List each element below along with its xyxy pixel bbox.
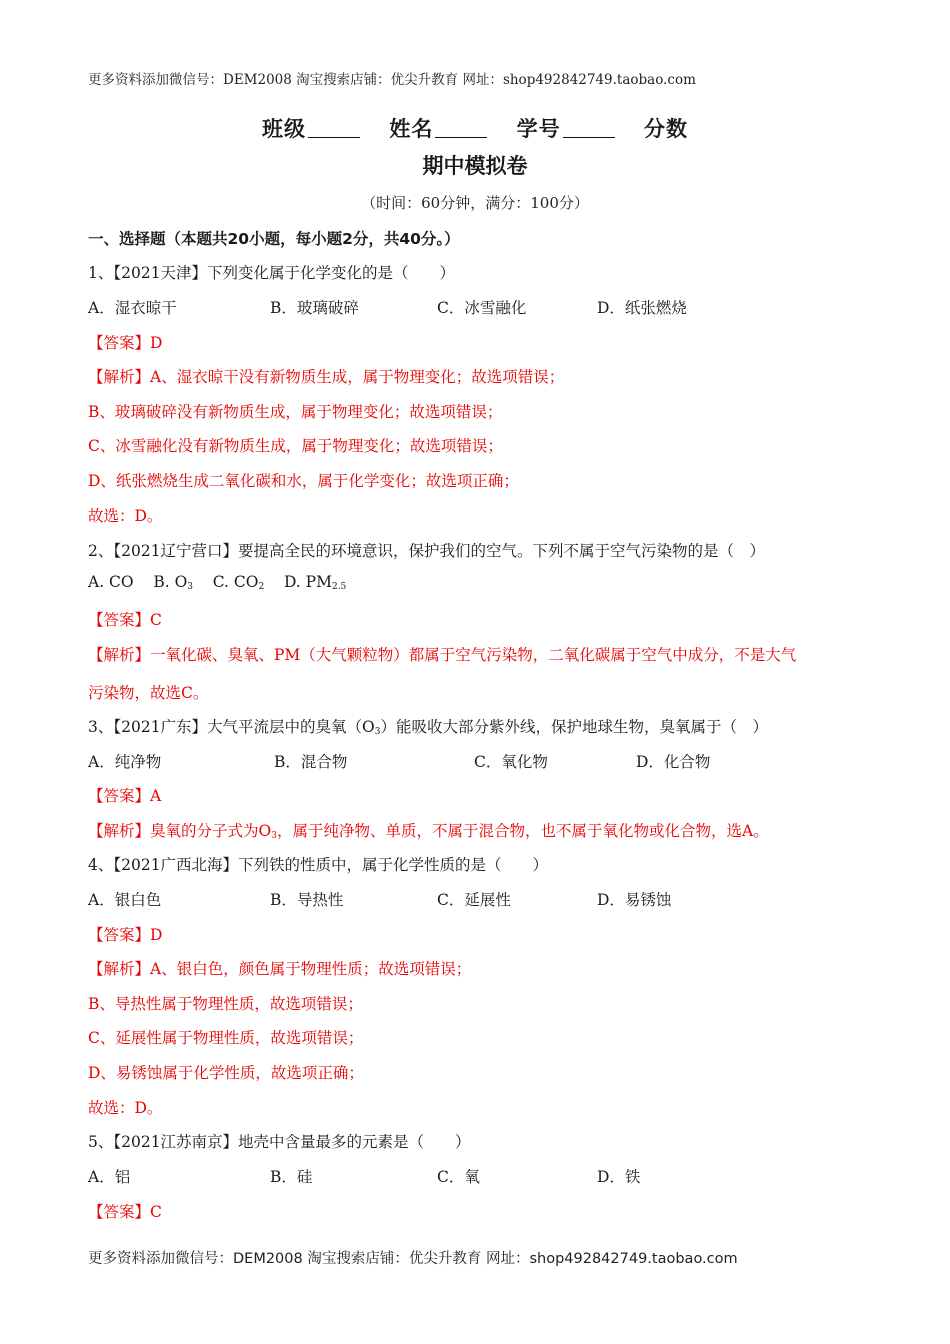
q2-answer: 【答案】C (88, 611, 162, 629)
q4-option-d: D．易锈蚀 (597, 891, 672, 909)
q3-option-d: D．化合物 (636, 753, 711, 771)
q2-analysis-line: 【解析】一氧化碳、臭氧、PM（大气颗粒物）都属于空气污染物，二氧化碳属于空气中成分，不是大气 (88, 646, 797, 664)
q1-answer: 【答案】D (88, 334, 163, 352)
name-label: 姓名 (389, 117, 434, 141)
q4-analysis-line: B、导热性属于物理性质，故选项错误； (88, 995, 363, 1013)
student-id-label: 学号 (516, 117, 561, 141)
q3-option-a: A．纯净物 (88, 753, 162, 771)
q5-option-d: D．铁 (597, 1168, 641, 1186)
q4-option-a: A．银白色 (88, 891, 162, 909)
q2-option-c: C. $CO_2$ (212, 573, 265, 592)
q2-option-d: D. $PM_{2.5}$ (283, 573, 347, 592)
score-label: 分数 (643, 117, 688, 141)
q3-answer: 【答案】A (88, 787, 162, 805)
q4-option-c: C．延展性 (437, 891, 511, 909)
q1-analysis-line: D、纸张燃烧生成二氧化碳和水，属于化学变化；故选项正确； (88, 472, 519, 490)
question-1-stem: 1、【2021天津】下列变化属于化学变化的是（ ） (88, 264, 456, 282)
q5-option-c: C．氧 (437, 1168, 480, 1186)
q1-option-d: D．纸张燃烧 (597, 299, 687, 317)
q2-option-a: A. CO (88, 573, 134, 591)
section-heading: 一、选择题（本题共20小题，每小题2分，共40分。） (88, 230, 460, 248)
q4-analysis-line: 【解析】A、银白色，颜色属于物理性质；故选项错误； (88, 960, 472, 978)
q4-option-b: B．导热性 (270, 891, 344, 909)
page-footer: 更多资料添加微信号：DEM2008 淘宝搜索店铺：优尖升教育 网址：shop492842749.taobao.com (88, 1251, 738, 1267)
q1-analysis-line: 【解析】A、湿衣晾干没有新物质生成，属于物理变化；故选项错误； (88, 368, 565, 386)
student-info-row (0, 113, 950, 143)
question-3-stem: 3、【2021广东】大气平流层中的臭氧$(O_3)$能吸收大部分紫外线，保护地球生物，臭氧属于（ ） (88, 718, 769, 737)
exam-title: 期中模拟卷 (422, 154, 528, 178)
q4-conclusion: 故选：D。 (88, 1099, 163, 1117)
name-blank (435, 117, 487, 138)
q4-analysis-line: C、延展性属于物理性质，故选项错误； (88, 1029, 364, 1047)
q3-analysis-line: 【解析】臭氧的分子式为$O_3$，属于纯净物、单质，不属于混合物，也不属于氧化物或化合物，选A。 (88, 822, 769, 841)
student-id-blank (563, 117, 615, 138)
page-header: 更多资料添加微信号：DEM2008 淘宝搜索店铺：优尖升教育 网址：shop492842749.taobao.com (88, 72, 696, 88)
q1-option-c: C．冰雪融化 (437, 299, 527, 317)
q2-options (88, 573, 346, 592)
exam-info: （时间：60分钟，满分：100分） (361, 194, 589, 212)
q2-analysis-line: 污染物，故选C。 (88, 684, 209, 702)
class-label: 班级 (262, 117, 307, 141)
question-4-stem: 4、【2021广西北海】下列铁的性质中，属于化学性质的是（ ） (88, 856, 549, 874)
q1-option-a: A．湿衣晾干 (88, 299, 177, 317)
q1-option-b: B．玻璃破碎 (270, 299, 359, 317)
q4-analysis-line: D、易锈蚀属于化学性质，故选项正确； (88, 1064, 364, 1082)
q1-analysis-line: C、冰雪融化没有新物质生成，属于物理变化；故选项错误； (88, 437, 503, 455)
q5-option-b: B．硅 (270, 1168, 313, 1186)
q4-answer: 【答案】D (88, 926, 163, 944)
q3-option-c: C．氧化物 (474, 753, 548, 771)
q5-option-a: A．铝 (88, 1168, 131, 1186)
q1-analysis-line: B、玻璃破碎没有新物质生成，属于物理变化；故选项错误； (88, 403, 503, 421)
q1-conclusion: 故选：D。 (88, 507, 163, 525)
question-5-stem: 5、【2021江苏南京】地壳中含量最多的元素是（ ） (88, 1133, 471, 1151)
question-2-stem: 2、【2021辽宁营口】要提高全民的环境意识，保护我们的空气。下列不属于空气污染物的是（ ） (88, 542, 766, 560)
class-blank (308, 117, 360, 138)
q3-option-b: B．混合物 (274, 753, 348, 771)
q2-option-b: B. $O_3$ (153, 573, 194, 592)
q5-answer: 【答案】C (88, 1203, 162, 1221)
